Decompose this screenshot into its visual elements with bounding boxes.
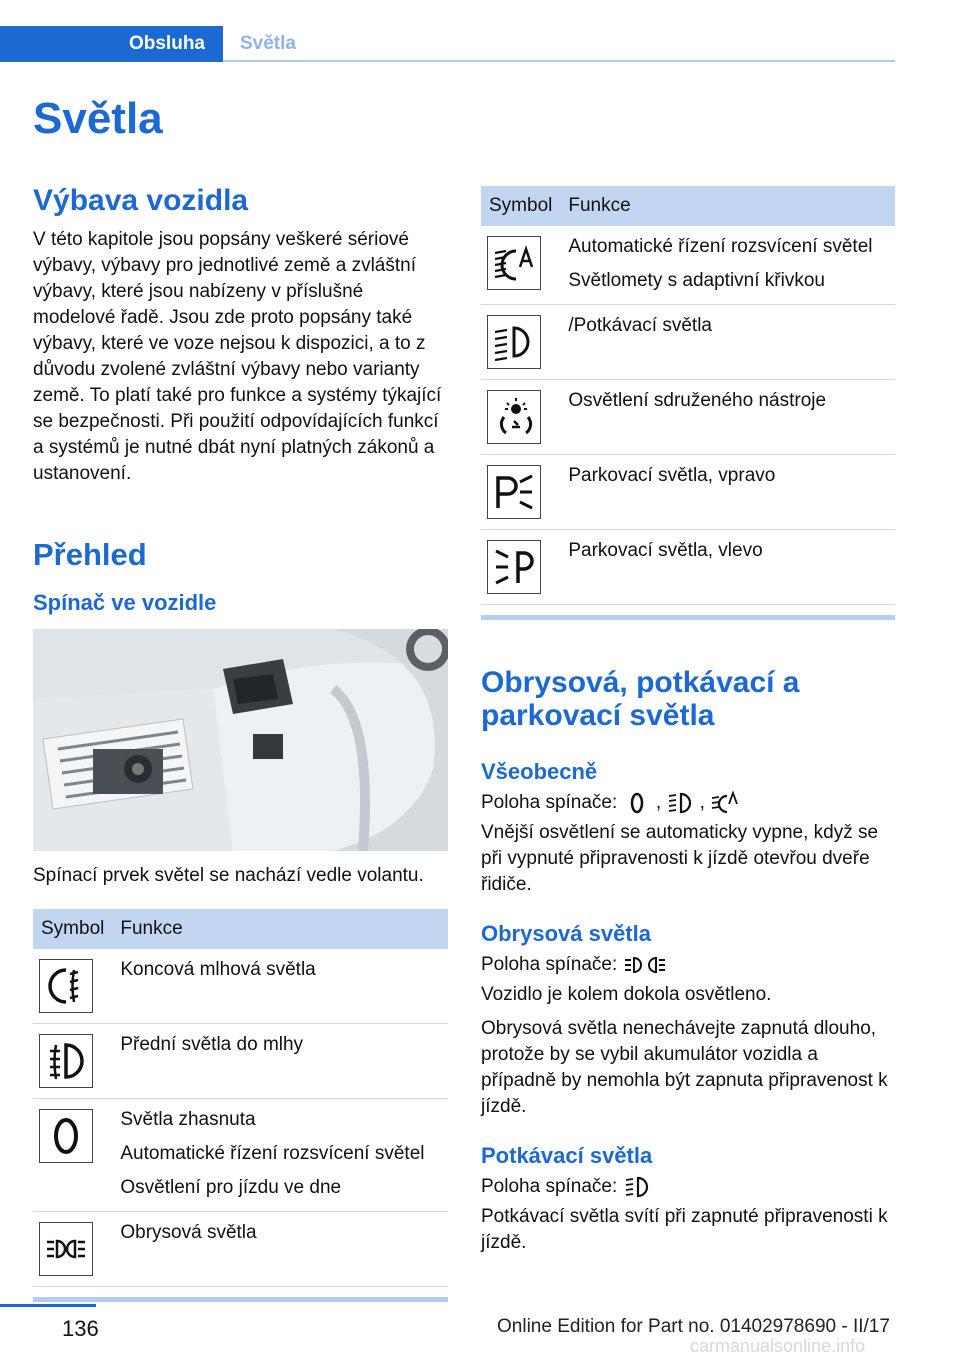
table-row — [481, 455, 895, 530]
table-row — [481, 530, 895, 605]
general-heading: Všeobecně — [481, 759, 598, 784]
row-text: Parkovací světla, vpravo — [568, 465, 776, 486]
symbol-table-right — [481, 186, 895, 620]
table-row — [33, 1099, 448, 1212]
row-text: Osvětlení pro jízdu ve dne — [120, 1177, 342, 1198]
light-switch-photo — [33, 629, 448, 851]
general-position — [481, 790, 895, 816]
parking-light-right-icon — [487, 465, 541, 519]
low-beam-text: Potkávací světla svítí při zapnuté připravenosti k jízdě. — [481, 1206, 888, 1254]
page-number: 136 — [62, 1316, 99, 1341]
equipment-text: V této kapitole jsou popsány veškeré sériové výbavy, výbavy pro jednotlivé země a zvláštní výbavy, které jsou nabízeny v příslušné modelové řadě. Jsou zde proto popsány také výbavy, které ve voze nejsou k dispozici, a to z důvodu zvolené zvláštní výbavy nebo varianty země. To platí také pro funkce a systémy týkající se bezpečnosti. Při použití odpovídajících funkcí a systémů je nutné dbát nyní platných zákonů a ustanovení. — [33, 229, 442, 484]
row-text: Automatické řízení rozsvícení světel — [568, 236, 873, 257]
side-lights-text2: Obrysová světla nenechávejte zapnutá dlouho, protože by se vybil akumulátor vozidla a případně by nemohla být zapnuta připravenost k jízdě. — [481, 1018, 888, 1118]
header-divider — [0, 60, 895, 62]
table-row — [33, 949, 448, 1024]
low-beam-heading: Potkávací světla — [481, 1143, 653, 1169]
table-end-rule — [481, 615, 895, 620]
low-beam-icon — [487, 315, 541, 369]
edition-text: Online Edition for Part no. 01402978690 - II/17 — [497, 1316, 890, 1337]
watermark-text: carmanualsonline.info — [690, 1336, 866, 1356]
parking-lights-icon — [39, 1222, 93, 1276]
symbol-table-left — [33, 909, 448, 1302]
table-row — [33, 1024, 448, 1099]
side-lights-text1: Vozidlo je kolem dokola osvětleno. — [481, 984, 772, 1006]
row-text: Přední světla do mlhy — [120, 1034, 304, 1055]
auto-headlight-icon — [487, 236, 541, 290]
tab-svetla[interactable] — [240, 26, 296, 62]
low-beam-position — [481, 1174, 895, 1200]
parking-light-left-icon — [487, 540, 541, 594]
position-label: Poloha spínače: — [481, 1176, 618, 1198]
lights-off-icon — [623, 790, 651, 816]
rear-fog-light-icon — [39, 959, 93, 1013]
col-symbol: Symbol — [33, 909, 112, 949]
col-function: Funkce — [112, 909, 448, 949]
separator: , — [699, 792, 705, 814]
table-row — [481, 380, 895, 455]
side-lights-heading: Obrysová světla — [481, 921, 651, 947]
position-label: Poloha spínače: — [481, 792, 618, 814]
position-label: Poloha spínače: — [481, 954, 618, 976]
general-text: Vnější osvětlení se automaticky vypne, když se při vypnuté připravenosti k jízdě otevřou dveře řidiče. — [481, 822, 879, 896]
instrument-lighting-icon — [487, 390, 541, 444]
parking-lights-icon — [623, 952, 669, 978]
row-text: Světla zhasnuta — [120, 1109, 256, 1130]
front-fog-light-icon — [39, 1034, 93, 1088]
table-row — [481, 305, 895, 380]
col-symbol: Symbol — [481, 186, 560, 226]
overview-heading: Přehled — [33, 537, 147, 572]
tab-obsluha-label: Obsluha — [128, 33, 205, 54]
footer-rule — [0, 1304, 96, 1307]
row-text: Osvětlení sdruženého nástroje — [568, 390, 827, 411]
switch-subheading: Spínač ve vozidle — [33, 590, 217, 615]
auto-headlight-icon — [710, 790, 738, 816]
row-text: Světlomety s adaptivní křivkou — [568, 270, 825, 291]
switch-caption: Spínací prvek světel se nachází vedle volantu. — [33, 865, 424, 886]
row-text: Obrysová světla — [120, 1222, 257, 1243]
separator: , — [655, 792, 662, 814]
dashboard-illustration — [33, 629, 448, 851]
table-end-rule — [33, 1297, 448, 1302]
table-row — [481, 226, 895, 305]
lights-section-heading: Obrysová, potkávací a parkovací světla — [481, 666, 800, 732]
row-text: /Potkávací světla — [568, 315, 712, 336]
lights-off-icon — [39, 1109, 93, 1163]
row-text: Koncová mlhová světla — [120, 959, 316, 980]
side-lights-position — [481, 952, 895, 978]
row-text: Parkovací světla, vlevo — [568, 540, 763, 561]
tab-obsluha[interactable] — [0, 26, 223, 62]
right-column — [481, 186, 895, 1256]
equipment-heading: Výbava vozidla — [33, 184, 249, 217]
page-title: Světla — [33, 94, 163, 143]
table-row — [33, 1212, 448, 1287]
low-beam-icon — [623, 1174, 651, 1200]
tab-svetla-label: Světla — [240, 33, 296, 54]
row-text: Automatické řízení rozsvícení světel — [120, 1143, 425, 1164]
col-function: Funkce — [560, 186, 895, 226]
left-column — [33, 183, 448, 1302]
low-beam-icon — [666, 790, 694, 816]
